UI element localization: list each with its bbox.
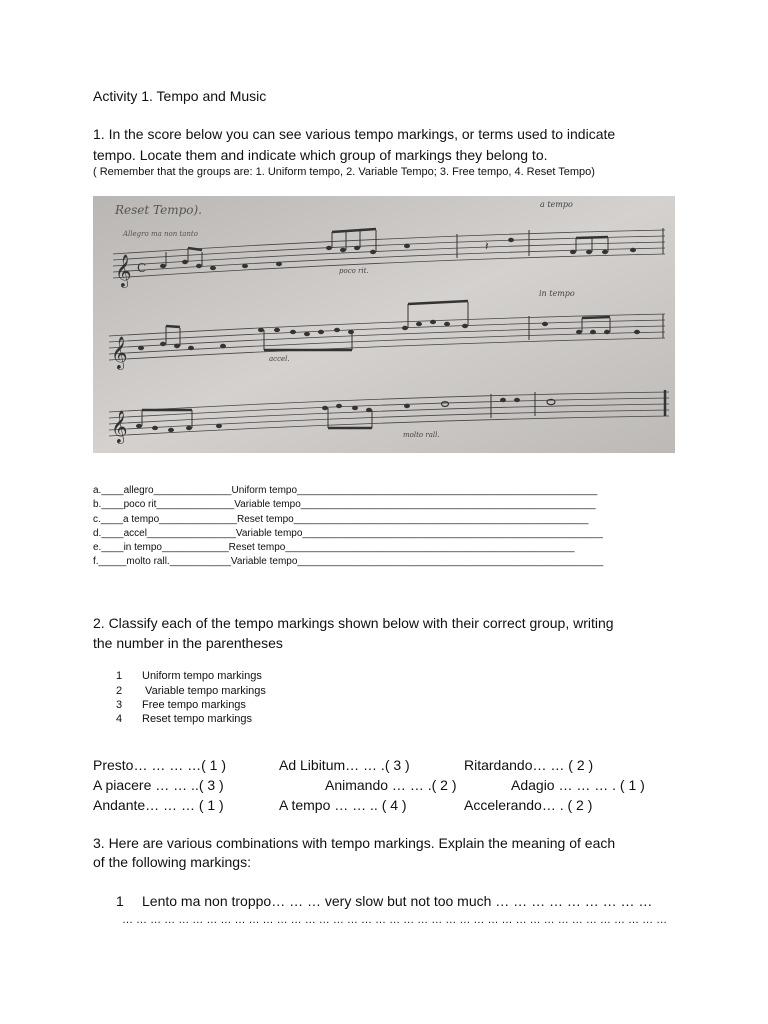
item-text: Lento ma non troppo… … … very slow but not too much … … … … … … … … … <box>142 893 653 909</box>
section1-note: ( Remember that the groups are: 1. Uniform tempo, 2. Variable Tempo; 3. Free tempo, 4. Reset Tempo) <box>93 166 595 178</box>
section2-line1: 2. Classify each of the tempo markings shown below with their correct group, writing <box>93 615 614 631</box>
classify-cell: Ritardando… … ( 2 ) <box>464 757 594 773</box>
group-list-item <box>116 699 246 711</box>
section2-line2: the number in the parentheses <box>93 635 283 651</box>
classify-cell: Andante… … … ( 1 ) <box>93 797 224 813</box>
svg-text:𝄞: 𝄞 <box>115 254 132 287</box>
score-label-allegro: Allegro ma non tanto <box>123 230 198 238</box>
group-label: Variable tempo markings <box>142 685 266 697</box>
classify-cell: A tempo … … .. ( 4 ) <box>279 797 407 813</box>
classify-cell: Presto… … … …( 1 ) <box>93 757 227 773</box>
item-number: 1 <box>116 893 124 909</box>
section3-line1: 3. Here are various combinations with tempo markings. Explain the meaning of each <box>93 835 616 851</box>
answer-line-b: b.____poco rit______________Variable tempo_____________________________________________________ <box>93 499 596 510</box>
svg-text:𝄞: 𝄞 <box>111 410 128 443</box>
page-title: Activity 1. Tempo and Music <box>93 88 267 104</box>
svg-text:𝄽: 𝄽 <box>485 239 489 253</box>
classify-cell: Ad Libitum… … .( 3 ) <box>279 757 410 773</box>
score-label-a-tempo: a tempo <box>540 200 573 209</box>
classify-cell: A piacere … … ..( 3 ) <box>93 777 224 793</box>
group-list-item <box>116 670 262 682</box>
section1-line1: 1. In the score below you can see various tempo markings, or terms used to indicate <box>93 126 616 142</box>
section1-line2: tempo. Locate them and indicate which group of markings they belong to. <box>93 147 548 163</box>
score-label-accel: accel. <box>269 355 290 363</box>
group-list-item <box>116 685 266 697</box>
answer-line-e: e.____in tempo____________Reset tempo____________________________________________________ <box>93 542 575 553</box>
svg-text:C: C <box>137 261 147 275</box>
score-header-text: Reset Tempo). <box>115 203 202 217</box>
score-label-in-tempo: in tempo <box>539 289 575 298</box>
classify-cell: Adagio … … … . ( 1 ) <box>511 777 645 793</box>
score-label-poco-rit: poco rit. <box>339 267 369 275</box>
group-label: Free tempo markings <box>142 699 246 711</box>
section3-item <box>116 893 652 909</box>
group-number: 1 <box>116 670 123 682</box>
section3-item-continuation: … … … … … … … … … … … … … … … … … … … … … … … … … … … … … … … … … … … … … … … <box>122 914 668 926</box>
answer-line-a: a.____allegro______________Uniform tempo______________________________________________________ <box>93 485 598 496</box>
group-number: 4 <box>116 713 123 725</box>
classify-cell: Animando … … .( 2 ) <box>325 777 457 793</box>
group-list-item <box>116 713 252 725</box>
group-number: 2 <box>116 685 123 697</box>
section3-line2: of the following markings: <box>93 854 251 870</box>
score-label-molto-rall: molto rall. <box>403 431 440 439</box>
group-label: Reset tempo markings <box>142 713 253 725</box>
music-score-image <box>93 196 675 453</box>
answer-line-f: f._____molto rall.___________Variable tempo_______________________________________________________ <box>93 556 604 567</box>
group-number: 3 <box>116 699 123 711</box>
group-label: Uniform tempo markings <box>142 670 262 682</box>
svg-text:𝄞: 𝄞 <box>111 336 128 369</box>
classify-cell: Accelerando… . ( 2 ) <box>464 797 593 813</box>
answer-line-c: c.____a tempo______________Reset tempo_____________________________________________________ <box>93 514 589 525</box>
answer-line-d: d.____accel________________Variable tempo______________________________________________________ <box>93 528 603 539</box>
